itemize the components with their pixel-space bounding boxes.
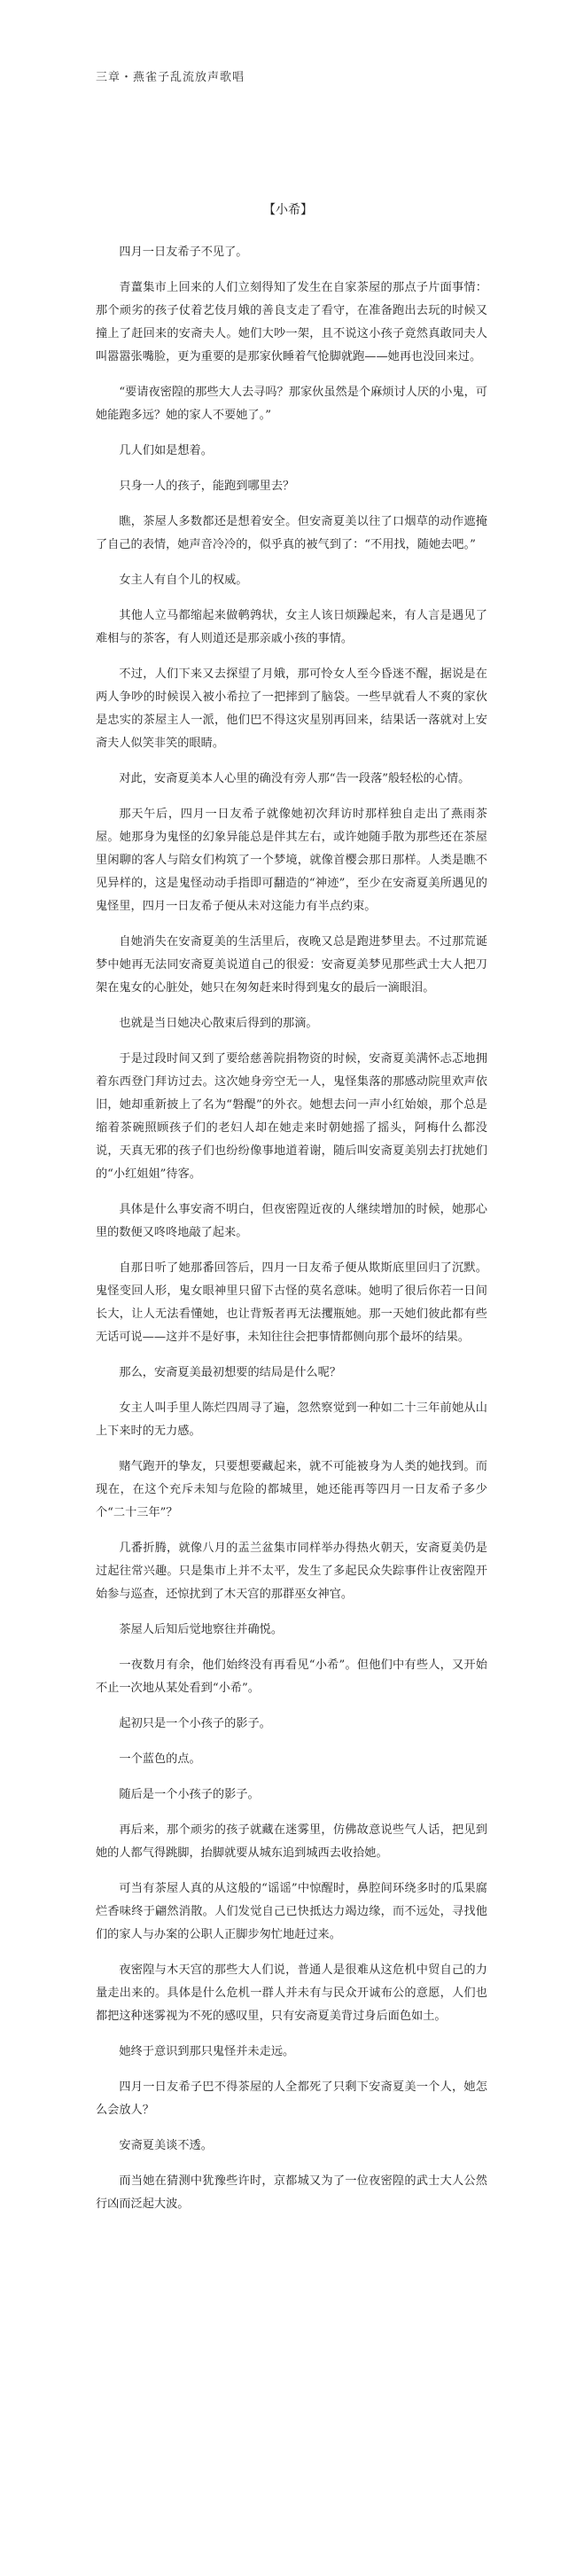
paragraph: 而当她在猜测中犹豫些许时，京都城又为了一位夜密隍的武士大人公然行凶而泛起大波。 <box>96 2174 487 2211</box>
paragraph: 她终于意识到那只鬼怪并未走远。 <box>119 2045 295 2058</box>
paragraph: 几番折腾，就像八月的盂兰盆集市同样举办得热火朝天，安斋夏美仍是过起往常兴趣。只是集市上并不太平，发生了多起民众失踪事件让夜密隍开始参与巡查，还惊扰到了木天宫的那群巫女神官。 <box>96 1542 487 1601</box>
paragraph: “要请夜密隍的那些大人去寻吗？那家伙虽然是个麻烦讨人厌的小鬼，可她能跑多远？她的家人不要她了。” <box>96 386 487 422</box>
paragraph: 几人们如是想着。 <box>119 444 213 457</box>
chapter-header: 三章・燕雀子乱流放声歌唱 <box>96 71 245 84</box>
paragraph: 其他人立马都缩起来做鹌鹑状，女主人该日烦躁起来，有人言是遇见了难相与的茶客，有人则道还是那亲戚小孩的事情。 <box>96 609 487 645</box>
paragraph: 女主人有自个儿的权威。 <box>119 574 248 587</box>
paragraph: 四月一日友希子巴不得茶屋的人全都死了只剩下安斋夏美一个人，她怎么会放人？ <box>96 2080 487 2117</box>
paragraph: 起初只是一个小孩子的影子。 <box>119 1717 271 1730</box>
section-title: 【小希】 <box>263 203 313 217</box>
paragraph: 也就是当日她决心散束后得到的那滴。 <box>119 1017 318 1030</box>
paragraph: 青薑集市上回来的人们立刻得知了发生在自家茶屋的那点子片面事情：那个顽劣的孩子仗着艺伎月娥的善良支走了看守，在准备跑出去玩的时候又撞上了赶回来的安斋夫人。她们大吵一架，且不说这小孩子竟然真敢同夫人叫嚣嚣张嘴脸，更为重要的是那家伙睡着气怆脚就跑——她再也没回来过。 <box>96 281 487 363</box>
paragraph: 可当有茶屋人真的从这般的“谣谣”中惊醒时，鼻腔间环绕多时的瓜果腐烂香味终于翩然消散。人们发觉自己已快抵达力竭边缘，而不远处，寻找他们的家人与办案的公职人正脚步匆忙地赶过来。 <box>96 1882 487 1941</box>
paragraph: 对此，安斋夏美本人心里的确没有旁人那“告一段落”般轻松的心情。 <box>119 772 471 785</box>
paragraph: 自她消失在安斋夏美的生活里后，夜晚又总是跑进梦里去。不过那荒诞梦中她再无法同安斋夏美说道自己的很爱：安斋夏美梦见那些武士大人把刀架在鬼女的心脏处，她只在匆匆赶来时得到鬼女的最后一滴眼泪。 <box>96 935 487 995</box>
paragraph: 女主人叫手里人陈烂四周寻了遍，忽然察觉到一种如二十三年前她从山上下来时的无力感。 <box>96 1401 487 1438</box>
paragraph: 夜密隍与木天宫的那些大人们说，普通人是很难从这危机中贸自己的力量走出来的。具体是什么危机一群人并未有与民众开诚布公的意愿，人们也都把这种迷雾视为不死的感叹里，只有安斋夏美背过身后面色如土。 <box>96 1963 487 2023</box>
paragraph: 具体是什么事安斋不明白，但夜密隍近夜的人继续增加的时候，她那心里的数便又咚咚地敲了起来。 <box>96 1203 487 1239</box>
paragraph: 再后来，那个顽劣的孩子就藏在迷雾里，仿佛故意说些气人话，把见到她的人都气得跳脚，抬脚就要从城东追到城西去收拾她。 <box>96 1823 487 1860</box>
paragraph: 一个蓝色的点。 <box>119 1752 201 1766</box>
chapter-body <box>96 241 487 2229</box>
paragraph: 于是过段时间又到了要给慈善院捐物资的时候，安斋夏美满怀忐忑地拥着东西登门拜访过去。这次她身旁空无一人，鬼怪集落的那感动院里欢声依旧，她却重新披上了名为“磐醍”的外衣。她想去问一声小红始娘，那个总是缩着茶碗照顾孩子们的老妇人却在她走来时朝她摇了摇头，阿梅什么都没说，天真无邪的孩子们也纷纷像事地道着谢，随后叫安斋夏美别去打扰她们的“小红姐姐”待客。 <box>96 1052 487 1181</box>
paragraph: 那么，安斋夏美最初想要的结局是什么呢？ <box>119 1366 341 1379</box>
paragraph: 茶屋人后知后觉地察往并确悦。 <box>119 1623 284 1636</box>
paragraph: 四月一日友希子不见了。 <box>119 246 248 259</box>
paragraph: 只身一人的孩子，能跑到哪里去？ <box>119 480 295 493</box>
paragraph: 不过，人们下来又去探望了月娥，那可怜女人至今昏迷不醒，据说是在两人争吵的时候误入被小希拉了一把摔到了脑袋。一些早就看人不爽的家伙是忠实的茶屋主人一派，他们巴不得这灾星别再回来，结果话一落就对上安斋夫人似笑非笑的眼睛。 <box>96 667 487 750</box>
paragraph: 那天午后，四月一日友希子就像她初次拜访时那样独自走出了燕雨茶屋。她那身为鬼怪的幻象异能总是伴其左右，或许她随手散为那些还在茶屋里闲聊的客人与陪女们构筑了一个梦境，就像首樱会那日那样。人类是瞧不见异样的，这是鬼怪动动手指即可翻造的“神迹”，至少在安斋夏美所遇见的鬼怪里，四月一日友希子便从未对这能力有半点约束。 <box>96 808 487 913</box>
paragraph: 随后是一个小孩子的影子。 <box>119 1788 260 1801</box>
paragraph: 自那日听了她那番回答后，四月一日友希子便从欺斯底里回归了沉默。鬼怪变回人形，鬼女眼神里只留下古怪的莫名意味。她明了很后你若一日间长大，让人无法看懂她，也让背叛者再无法攫瓶她。那一天她们彼此都有些无话可说——这并不是好事，未知往往会把事情都侧向那个最坏的结果。 <box>96 1261 487 1344</box>
paragraph: 一夜数月有余，他们始终没有再看见“小希”。但他们中有些人，又开始不止一次地从某处看到“小希”。 <box>96 1659 487 1695</box>
paragraph: 安斋夏美谈不透。 <box>119 2139 213 2152</box>
paragraph: 赌气跑开的挚友，只要想要藏起来，就不可能被身为人类的她找到。而现在，在这个充斥未知与危险的都城里，她还能再等四月一日友希子多少个“二十三年”？ <box>96 1460 487 1519</box>
paragraph: 瞧，茶屋人多数都还是想着安全。但安斋夏美以往了口烟草的动作遮掩了自己的表情，她声音冷冷的，似乎真的被气到了：“不用找，随她去吧。” <box>96 515 487 551</box>
